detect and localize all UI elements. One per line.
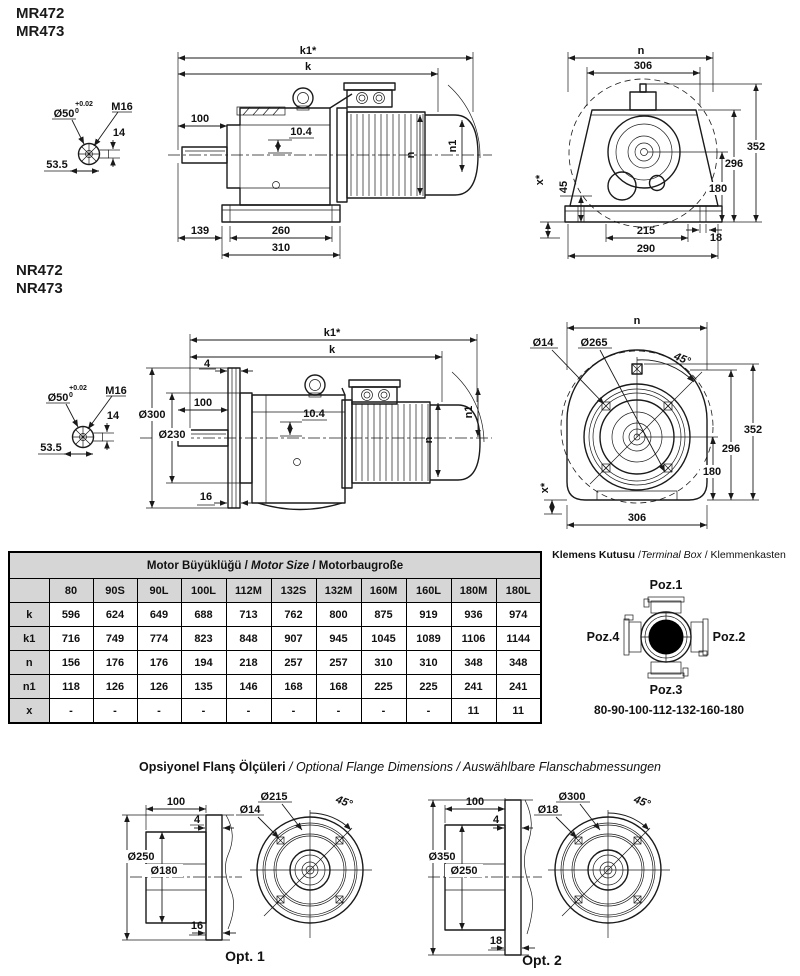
table-col-header: 160L [406,579,451,603]
opt2-dim-100: 100 [465,796,485,808]
nr-dim-16: 16 [199,491,213,503]
table-cell: 176 [137,651,181,675]
terminal-box-title-tr: Klemens Kutusu [552,549,636,561]
table-col-header: 180L [496,579,541,603]
motor-size-table [8,551,542,724]
table-cell: 713 [226,603,271,627]
mr-dimension-drawing [0,40,800,262]
mr-model-line2: MR473 [16,23,65,40]
flange-title-rest: / Optional Flange Dimensions / Auswählbare Flanschabmessungen [289,760,662,774]
table-cell: - [361,699,406,724]
table-cell: 146 [226,675,271,699]
table-col-header: 112M [226,579,271,603]
table-cell: - [316,699,361,724]
table-cell: 649 [137,603,181,627]
opt2-dim-18: 18 [489,935,503,947]
nr-dim-300: Ø300 [138,409,166,421]
opt2-dim-angle: 45° [632,793,652,811]
table-cell: 218 [226,651,271,675]
row-label: k1 [9,627,49,651]
flange-title-tr: Opsiyonel Flanş Ölçüleri [138,760,286,774]
mr-shaft-dia-label: Ø50 [53,108,75,120]
table-col-header: 80 [49,579,93,603]
mr-shaft-thread-label: M16 [111,101,133,113]
mr-side-view [168,45,492,259]
opt1-dim-hub: Ø180 [150,865,178,877]
opt1-dim-angle: 45° [334,793,354,811]
table-cell: 749 [93,627,137,651]
table-cell: 774 [137,627,181,651]
nr-dim-hole: Ø14 [532,337,554,349]
table-cell: 118 [49,675,93,699]
nr-dim-k: k [328,344,336,356]
table-cell: 135 [181,675,226,699]
nr-shaft-thread-label: M16 [105,385,127,397]
table-cell: 945 [316,627,361,651]
nr-dim-n-side: n [423,436,435,444]
mr-rear-view [534,45,768,259]
mr-across-label: 53.5 [46,159,68,171]
mr-dim-260: 260 [271,225,291,237]
table-cell: 974 [496,603,541,627]
terminal-box-cover [649,620,684,655]
terminal-box-sep2: / [704,549,708,561]
opt2-dim-4: 4 [492,814,500,826]
table-cell: 800 [316,603,361,627]
mr-key-width-label: 14 [112,127,126,139]
table-row [9,675,541,699]
nr-dim-x: x* [539,482,551,494]
opt2-dim-hole: Ø18 [537,804,559,816]
mr-dim-n-side: n [405,151,417,159]
nr-dim-306: 306 [627,512,647,524]
table-title-de: Motorbaugroße [318,559,404,572]
terminal-box-title-en: Terminal Box [640,549,702,561]
table-cell: 156 [49,651,93,675]
table-title-tr: Motor Büyüklüğü [146,559,242,572]
opt2-dim-bolt-circle: Ø300 [558,791,586,803]
terminal-box-title [538,549,800,561]
nr-shaft-end-detail [38,385,127,454]
mr-dim-n1-side: n1 [447,139,459,153]
table-col-header: 160M [361,579,406,603]
mr-dim-139: 139 [190,225,210,237]
table-cell: 936 [451,603,496,627]
table-col-header: 100L [181,579,226,603]
nr-dim-4: 4 [203,358,211,370]
table-cell: - [181,699,226,724]
table-title-sep1: / [244,559,248,572]
nr-dim-n-rear: n [633,315,641,327]
mr-dim-180: 180 [708,183,728,195]
nr-shaft-tol-zero: 0 [69,392,73,399]
table-cell: 624 [93,603,137,627]
table-cell: 919 [406,603,451,627]
row-label: n1 [9,675,49,699]
table-cell: 176 [93,651,137,675]
nr-side-view [133,327,492,510]
table-cell: 168 [271,675,316,699]
table-cell: - [406,699,451,724]
table-cell: 225 [406,675,451,699]
nr-dim-230: Ø230 [158,429,186,441]
nr-dim-100: 100 [193,397,213,409]
nr-dim-352: 352 [743,424,763,436]
row-label: k [9,603,49,627]
table-cell: 688 [181,603,226,627]
nr-dim-296: 296 [721,443,741,455]
terminal-box-poz4: Poz.4 [586,630,620,644]
table-cell: 348 [451,651,496,675]
row-label: n [9,651,49,675]
mr-dim-k: k [304,61,312,73]
table-cell: 241 [496,675,541,699]
nr-dim-bolt-circle: Ø265 [580,337,608,349]
table-cell: 762 [271,603,316,627]
opt2-dim-hub: Ø250 [450,865,478,877]
opt2-section-view [423,796,542,955]
table-cell: 1144 [496,627,541,651]
table-cell: - [49,699,93,724]
table-row [9,603,541,627]
terminal-box-poz3: Poz.3 [649,683,683,697]
mr-model-line1: MR472 [16,5,65,22]
opt1-front-view [236,791,372,938]
table-corner-cell [9,579,49,603]
opt2-label: Opt. 2 [522,952,562,968]
terminal-box-poz1: Poz.1 [649,578,683,592]
mr-dim-352: 352 [746,141,766,153]
table-cell: 257 [271,651,316,675]
mr-shaft-tol-plus: +0.02 [75,101,93,108]
mr-dim-n-rear: n [637,45,645,57]
table-cell: 1045 [361,627,406,651]
table-cell: - [226,699,271,724]
mr-dim-290: 290 [636,243,656,255]
mr-shaft-tol-zero: 0 [75,108,79,115]
terminal-box-title-de: Klemmenkasten [710,549,786,561]
mr-dim-306: 306 [633,60,653,72]
nr-across-label: 53.5 [40,442,62,454]
table-cell: 310 [406,651,451,675]
flange-options-title [0,760,800,774]
table-col-header: 132M [316,579,361,603]
opt1-label: Opt. 1 [225,948,265,964]
table-cell: 310 [361,651,406,675]
table-cell: 11 [496,699,541,724]
mr-dim-x: x* [534,174,546,186]
flange-opt1-drawing [100,780,420,976]
row-label: x [9,699,49,724]
table-cell: - [93,699,137,724]
mr-dim-45: 45 [558,180,570,194]
table-col-header: 90S [93,579,137,603]
table-cell: 823 [181,627,226,651]
mr-model-heading [16,5,64,41]
opt1-dim-100: 100 [166,796,186,808]
opt2-dim-outer: Ø350 [428,851,456,863]
table-cell: - [137,699,181,724]
table-cell: 596 [49,603,93,627]
table-cell: 848 [226,627,271,651]
table-cell: 241 [451,675,496,699]
mr-dim-k1: k1* [299,45,317,57]
table-cell: 875 [361,603,406,627]
table-cell: 257 [316,651,361,675]
nr-dimension-drawing [0,300,800,545]
nr-key-width-label: 14 [106,410,120,422]
nr-model-line1: NR472 [16,262,63,279]
table-title [9,552,541,579]
nr-shaft-dia-label: Ø50 [47,392,69,404]
nr-rear-view [530,315,765,529]
table-cell: 126 [137,675,181,699]
table-row [9,627,541,651]
table-title-en: Motor Size [251,559,310,572]
mr-dim-296: 296 [724,158,744,170]
table-col-header: 132S [271,579,316,603]
table-title-sep2: / [312,559,316,572]
table-cell: 348 [496,651,541,675]
table-col-header: 180M [451,579,496,603]
nr-dim-104: 10.4 [303,408,325,420]
table-cell: 907 [271,627,316,651]
mr-shaft-end-detail [44,101,133,171]
mr-dim-104: 10.4 [290,126,312,138]
opt1-dim-hole: Ø14 [239,804,261,816]
table-cell: 1089 [406,627,451,651]
table-row [9,651,541,675]
table-cell: 225 [361,675,406,699]
mr-dim-215: 215 [636,225,656,237]
opt2-front-view [534,791,670,938]
table-cell: - [271,699,316,724]
nr-dim-180: 180 [702,466,722,478]
terminal-box-sizes: 80-90-100-112-132-160-180 [593,703,745,717]
table-cell: 1106 [451,627,496,651]
table-cell: 11 [451,699,496,724]
nr-model-heading [16,262,63,298]
nr-shaft-tol-plus: +0.02 [69,385,87,392]
nr-dim-n1-side: n1 [463,405,475,419]
mr-dim-18: 18 [709,232,723,244]
terminal-box-poz2: Poz.2 [712,630,746,644]
table-row [9,699,541,724]
mr-dim-310: 310 [271,242,291,254]
nr-dim-k1: k1* [323,327,341,339]
terminal-box-diagram [578,575,758,700]
mr-dim-100: 100 [190,113,210,125]
opt1-dim-16: 16 [190,920,204,932]
table-col-header: 90L [137,579,181,603]
nr-dim-angle: 45° [672,350,693,368]
opt1-dim-4: 4 [193,814,201,826]
flange-opt2-drawing [420,780,800,976]
terminal-box-sep1: / [637,549,641,561]
table-header-row [9,579,541,603]
opt1-dim-outer: Ø250 [127,851,155,863]
opt1-section-view [122,796,242,940]
nr-model-line2: NR473 [16,280,63,297]
table-cell: 126 [93,675,137,699]
table-cell: 716 [49,627,93,651]
table-cell: 194 [181,651,226,675]
opt1-dim-bolt-circle: Ø215 [260,791,288,803]
table-cell: 168 [316,675,361,699]
